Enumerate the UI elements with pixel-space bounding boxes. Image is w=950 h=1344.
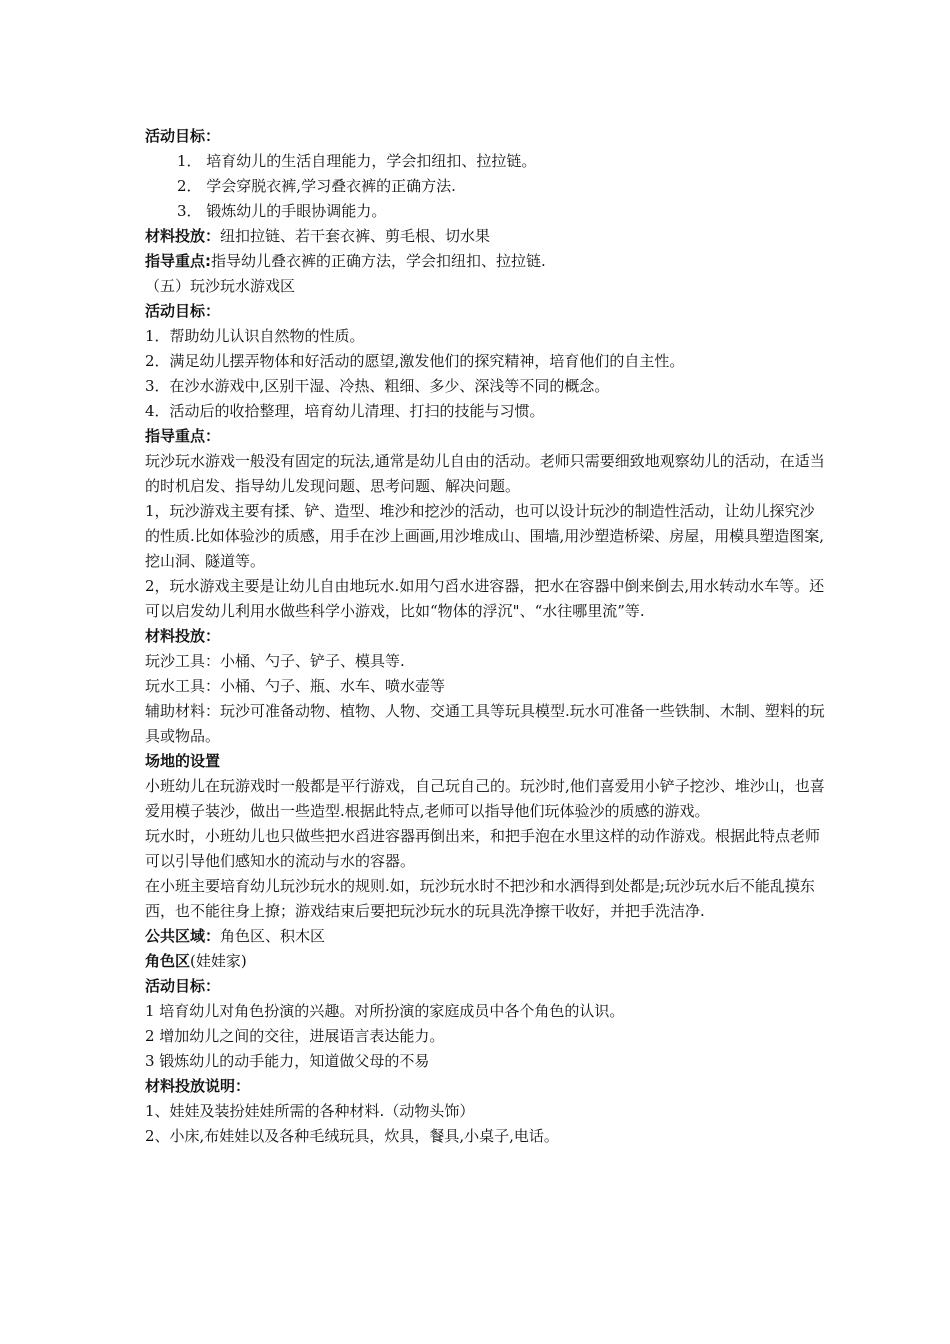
public-area-line bbox=[145, 924, 825, 949]
activity-goals-heading: 活动目标： bbox=[145, 127, 221, 145]
venue-paragraph: 在小班主要培育幼儿玩沙玩水的规则.如，玩沙玩水时不把沙和水洒得到处都是;玩沙玩水后不能乱摸东西，也不能往身上撩；游戏结束后要把玩沙玩水的玩具洗净擦干收好，并把手洗洁净. bbox=[145, 877, 815, 920]
guidance-paragraph: 1，玩沙游戏主要有揉、铲、造型、堆沙和挖沙的活动，也可以设计玩沙的制造性活动，让幼儿探究沙的性质.比如体验沙的质感，用手在沙上画画,用沙堆成山、围墙,用沙塑造桥梁、房屋，用模具塑造图案,挖山洞、隧道等。 bbox=[145, 502, 825, 570]
activity-goals-heading: 活动目标： bbox=[145, 977, 221, 995]
materials-heading: 材料投放： bbox=[145, 627, 221, 645]
goal-item: 3． 锻炼幼儿的手眼协调能力。 bbox=[177, 202, 387, 220]
material-item: 2、小床,布娃娃以及各种毛绒玩具，炊具，餐具,小桌子,电话。 bbox=[145, 1127, 559, 1145]
document-page bbox=[145, 124, 825, 1149]
materials-label: 材料投放： bbox=[145, 227, 221, 245]
guidance-label: 指导重点: bbox=[145, 252, 211, 270]
material-item: 玩沙工具：小桶、勺子、铲子、模具等. bbox=[145, 652, 405, 670]
section-title-sand-water: （五）玩沙玩水游戏区 bbox=[145, 277, 296, 295]
goal-item: 1 培育幼儿对角色扮演的兴趣。对所扮演的家庭成员中各个角色的认识。 bbox=[145, 1002, 625, 1020]
public-area-label: 公共区域： bbox=[145, 927, 221, 945]
guidance-line bbox=[145, 249, 825, 274]
role-area-label: 角色区 bbox=[145, 952, 191, 970]
material-item: 玩水工具：小桶、勺子、瓶、水车、喷水壶等 bbox=[145, 677, 446, 695]
venue-paragraph: 玩水时，小班幼儿也只做些把水舀进容器再倒出来，和把手泡在水里这样的动作游戏。根据此特点老师可以引导他们感知水的流动与水的容器。 bbox=[145, 827, 821, 870]
goal-item: 1．帮助幼儿认识自然物的性质。 bbox=[145, 327, 365, 345]
goal-item: 4．活动后的收拾整理，培育幼儿清理、打扫的技能与习惯。 bbox=[145, 402, 545, 420]
role-area-line bbox=[145, 949, 825, 974]
public-area-text: 角色区、积木区 bbox=[220, 927, 326, 945]
guidance-paragraph: 2，玩水游戏主要是让幼儿自由地玩水.如用勺舀水进容器，把水在容器中倒来倒去,用水转动水车等。还可以启发幼儿利用水做些科学小游戏，比如“物体的浮沉"、“水往哪里流”等. bbox=[145, 577, 825, 620]
goal-item: 2．满足幼儿摆弄物体和好活动的愿望,激发他们的探究精神，培育他们的自主性。 bbox=[145, 352, 685, 370]
materials-text: 纽扣拉链、若干套衣裤、剪毛根、切水果 bbox=[220, 227, 491, 245]
goal-item: 2． 学会穿脱衣裤,学习叠衣裤的正确方法. bbox=[177, 177, 456, 195]
guidance-heading: 指导重点： bbox=[145, 427, 221, 445]
activity-goals-heading: 活动目标： bbox=[145, 302, 221, 320]
guidance-paragraph: 玩沙玩水游戏一般没有固定的玩法,通常是幼儿自由的活动。老师只需要细致地观察幼儿的活动，在适当的时机启发、指导幼儿发现问题、思考问题、解决问题。 bbox=[145, 452, 825, 495]
venue-paragraph: 小班幼儿在玩游戏时一般都是平行游戏，自己玩自己的。玩沙时,他们喜爱用小铲子挖沙、堆沙山，也喜爱用模子装沙，做出一些造型.根据此特点,老师可以指导他们玩体验沙的质感的游戏。 bbox=[145, 777, 825, 820]
goal-item: 1． 培育幼儿的生活自理能力，学会扣纽扣、拉拉链。 bbox=[177, 152, 537, 170]
goal-item: 3 锻炼幼儿的动手能力，知道做父母的不易 bbox=[145, 1052, 430, 1070]
materials-line bbox=[145, 224, 825, 249]
goal-item: 2 增加幼儿之间的交往，进展语言表达能力。 bbox=[145, 1027, 445, 1045]
materials-heading: 材料投放说明： bbox=[145, 1077, 251, 1095]
material-item: 1、娃娃及装扮娃娃所需的各种材料.（动物头饰） bbox=[145, 1102, 475, 1120]
guidance-text: 指导幼儿叠衣裤的正确方法，学会扣纽扣、拉拉链. bbox=[211, 252, 546, 270]
material-item: 辅助材料：玩沙可准备动物、植物、人物、交通工具等玩具模型.玩水可准备一些铁制、木制、塑料的玩具或物品。 bbox=[145, 702, 825, 745]
venue-heading: 场地的设置 bbox=[145, 752, 221, 770]
goal-item: 3．在沙水游戏中,区别干湿、冷热、粗细、多少、深浅等不同的概念。 bbox=[145, 377, 610, 395]
role-area-suffix: (娃娃家) bbox=[190, 952, 247, 970]
